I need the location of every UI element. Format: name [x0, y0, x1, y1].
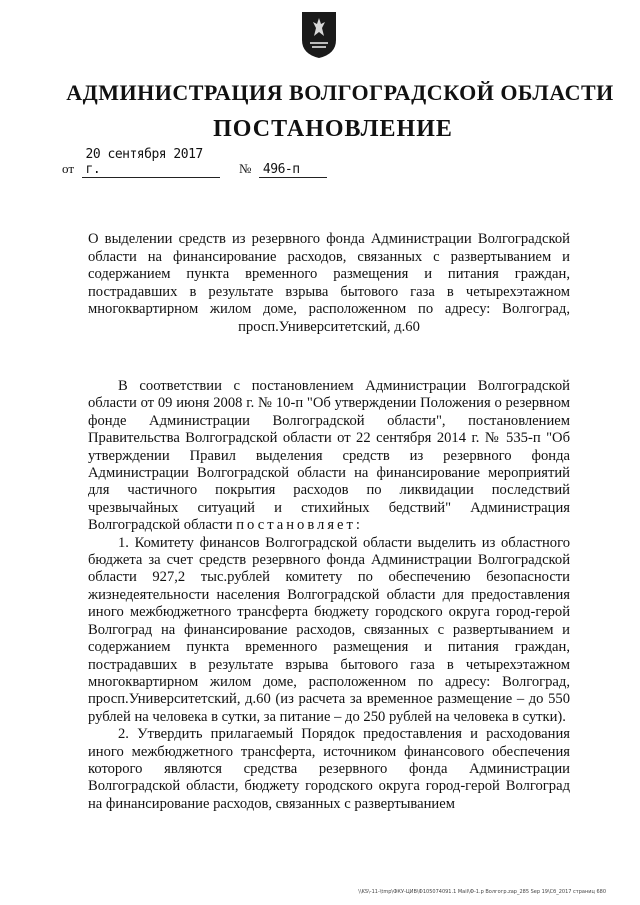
organization-name: АДМИНИСТРАЦИЯ ВОЛГОГРАДСКОЙ ОБЛАСТИ	[66, 80, 614, 105]
document-subject: О выделении средств из резервного фонда Администрации Волгоградской области на финансирование расходов, связанных с развертыванием и содержанием пункта временного размещения и питания граждан, пострадавших в результате взрыва бытового газа в четырехэтажном многоквартирном жилом доме, расположенном по адресу: Волгоград, просп.Университетский, д.60	[88, 231, 570, 335]
item-1: 1. Комитету финансов Волгоградской области выделить из областного бюджета за счет средств резервного фонда Администрации Волгоградской области 927,2 тыс.рублей комитету по обеспечению безопасности жизнедеятельности населения Волгоградской области для предоставления иного межбюджетного трансферта бюджету городского округа город-герой Волгоград на финансирование расходов, связанных с развертыванием и содержанием пункта временного размещения и питания граждан, пострадавших в результате взрыва бытового газа в четырехэтажном многоквартирном жилом доме, расположенном по адресу: Волгоград, просп.Университетский, д.60 (из расчета за временное размещение – до 550 рублей на человека в сутки, за питание – до 250 рублей на человека в сутки).	[88, 534, 570, 725]
file-path-footer: \\KS\-11-\tmp\ФКУ-ЦИВ\Ф105074091.1 Mail\Ф-1.р Волгогр.zap_285 Sep 19\Сб_2017 страниц 680	[358, 889, 606, 895]
decree-word: постановляет:	[236, 517, 363, 534]
intro-text: В соответствии с постановлением Администрации Волгоградской области от 09 июня 2008 г. № 10-п "Об утверждении Положения о резервном фонде Администрации Волгоградской области", постановлением Правительства Волгоградской области от 22 сентября 2014 г. № 535-п "Об утверждении Правил выделения средств из резервного фонда Администрации Волгоградской области на финансирование мероприятий для частичного покрытия расходов по ликвидации последствий чрезвычайных ситуаций и стихийных бедствий" Администрация Волгоградской области	[88, 378, 570, 534]
document-meta	[62, 147, 327, 178]
item-2: 2. Утвердить прилагаемый Порядок предоставления и расходования иного межбюджетного трансферта, источником финансового обеспечения которого являются средства резервного фонда Администрации Волгоградской области, бюджету городского округа город-герой Волгоград на финансирование расходов, связанных с развертыванием	[88, 726, 570, 812]
date-value: 20 сентября 2017 г.	[82, 147, 220, 178]
document-body	[88, 378, 570, 813]
document-type: ПОСТАНОВЛЕНИЕ	[213, 116, 453, 142]
date-label: от	[62, 161, 75, 176]
coat-of-arms-icon	[300, 10, 338, 60]
number-value: 496-п	[259, 162, 327, 178]
number-label: №	[239, 161, 252, 176]
intro-paragraph	[88, 378, 570, 535]
